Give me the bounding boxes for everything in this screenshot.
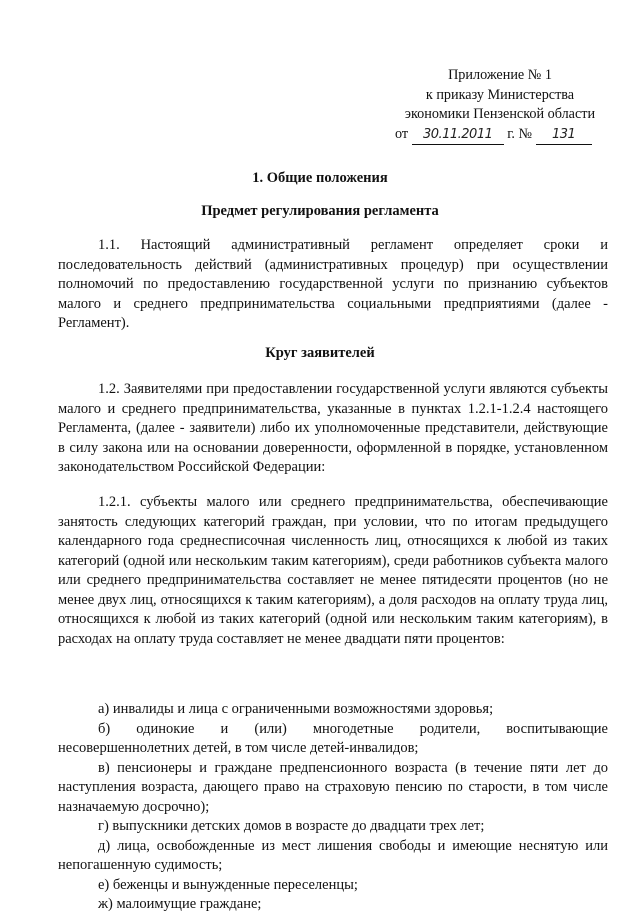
order-prefix: от <box>395 125 409 142</box>
list-item: г) выпускники детских домов в возрасте до двадцати трех лет; <box>98 818 485 834</box>
section-title: 1. Общие положения <box>252 170 388 186</box>
section2-heading: Круг заявителей <box>265 345 375 361</box>
list-item: в) пенсионеры и граждане предпенсионного возраста (в течение пяти лет до наступления возраста, дающего право на страховую пенсию по старости, в том числе назначаемую досрочно); <box>58 759 608 815</box>
section2-paragraph-2: 1.2.1. субъекты малого или среднего предпринимательства, обеспечивающие занятость следующих категорий граждан, при условии, что по итогам предыдущего календарного года среднесписочная численность лиц, относящихся к любой из таких категорий (одной или нескольким таким категориям), среди работников субъекта малого или среднего предпринимательства составляет не менее пятидесяти процентов (но не менее двух лиц, относящихся к таким категориям), а доля расходов на оплату труда лиц, относящихся к любой из таких категорий (одной или нескольким таким категориям), в расходах на оплату труда составляет не менее двадцати пяти процентов: <box>58 494 608 647</box>
section1-paragraph: 1.1. Настоящий административный регламент определяет сроки и последовательность действий (административных процедур) при осуществлении полномочий по предоставлению государственной услуги по признанию субъектов малого и среднего предпринимательства социальными предприятиями (далее - Регламент). <box>58 237 608 331</box>
list-item: б) одинокие и (или) многодетные родители, воспитывающие несовершеннолетних детей, в том числе детей-инвалидов; <box>58 720 608 756</box>
section1-heading: Предмет регулирования регламента <box>201 203 439 219</box>
order-number-handwritten: 131 <box>536 125 592 146</box>
order-number-label: г. № <box>507 125 533 142</box>
order-date-handwritten: 30.11.2011 <box>412 125 504 146</box>
category-list <box>58 700 608 915</box>
appendix-title: Приложение № 1 <box>448 67 552 83</box>
list-item: е) беженцы и вынужденные переселенцы; <box>98 876 358 893</box>
list-item: д) лица, освобожденные из мест лишения свободы и имеющие неснятую или непогашенную судимость; <box>58 837 608 873</box>
appendix-order-ref: к приказу Министерства <box>425 86 575 103</box>
list-item: а) инвалиды и лица с ограниченными возможностями здоровья; <box>98 701 494 717</box>
list-item: ж) малоимущие граждане; <box>98 896 262 912</box>
order-date-number-line <box>385 125 615 146</box>
section2-paragraph-1: 1.2. Заявителями при предоставлении государственной услуги являются субъекты малого и среднего предпринимательства, указанные в пунктах 1.2.1-1.2.4 настоящего Регламента, (далее - заявители) либо их уполномоченные представители, действующие в силу закона или на основании доверенности, оформленной в порядке, установленном законодательством Российской Федерации: <box>58 381 608 475</box>
appendix-header <box>385 66 615 145</box>
appendix-ministry: экономики Пензенской области <box>404 106 596 122</box>
